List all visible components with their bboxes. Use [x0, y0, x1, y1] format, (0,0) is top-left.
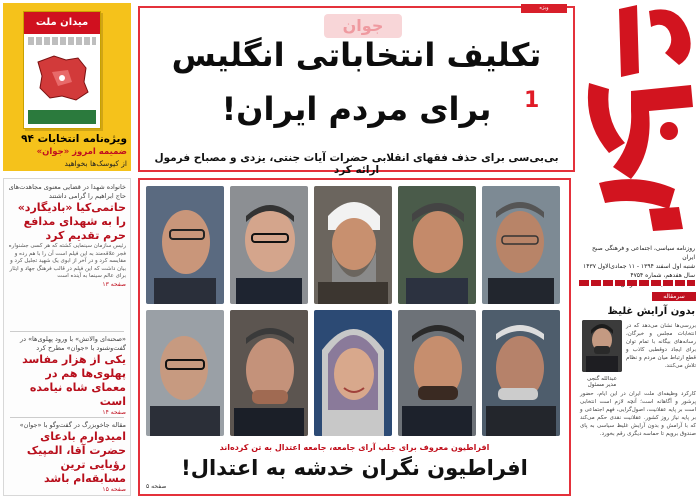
portrait-photo	[482, 186, 560, 304]
portrait-photo	[230, 186, 308, 304]
side-news-item[interactable]	[8, 421, 126, 493]
supplement-cover-title: میدان ملت	[24, 12, 100, 34]
headline-line-1[interactable]: تکلیف انتخاباتی انگلیس	[171, 36, 542, 74]
side-news-kicker: خانواده شهدا در قضایی معنوی مجاهدت‌های حاج ابراهیم را گرامی داشتند	[8, 183, 126, 200]
supplement-subtitle: ضمیمه امروز «جوان»	[36, 147, 127, 157]
supplement-title: ویژه‌نامه انتخابات ۹۴	[21, 133, 127, 145]
portrait-photo	[230, 310, 308, 436]
headline-tag: ویژه	[521, 4, 567, 13]
portrait-photo	[146, 186, 224, 304]
photo-story-box[interactable]	[138, 178, 571, 496]
side-news-box	[3, 178, 131, 496]
headline-line-2[interactable]: برای مردم ایران!	[221, 90, 492, 128]
side-news-body: رئیس سازمان سینمایی کشته که هر کسی جشنواره فجر علاقه‌مند به این فیلم است آن را با هم رده و مقایسه کرد و در آخر از ابوی یک شهید تجلیل کرد و بیان داشت که این فیلم در قالب فرهنگ جهاد و ایثار برای عالم سینما به آینده است	[8, 243, 126, 279]
side-news-kicker: «صحنه‌ای والاتش» با ورود پهلوی‌ها» در گفت‌وشنود با «جوان» مطرح کرد	[19, 335, 126, 352]
headline-watermark: جوان	[324, 14, 402, 38]
iran-map-icon	[32, 52, 92, 104]
javan-logo-icon	[579, 3, 697, 233]
masthead-info-line: شنبه اول اسفند ۱۳۹۴ - ۱۱ جمادی‌الاول ۱۴۳۷	[583, 263, 695, 270]
editorial-label: سرمقاله	[652, 292, 696, 301]
editorial-text: بررسی‌ها نشان می‌دهد که در انتخابات مجلس و خبرگان، رسانه‌های بیگانه با تمام توان برای ایجاد دوقطبی کاذب و قطع ارتباط میان مردم و نظام تلاش می‌کنند.	[626, 323, 696, 369]
photo-story-headline[interactable]: افراطیون نگران خدشه به اعتدال!	[181, 456, 528, 480]
portrait-photo	[146, 310, 224, 436]
portrait-photo	[314, 186, 392, 304]
divider	[10, 331, 124, 332]
masthead-info-line: سال هفدهم، شماره ۴۷۵۴	[630, 272, 695, 279]
side-news-page-ref[interactable]: صفحه ۱۳	[102, 280, 126, 288]
portrait-photo	[314, 310, 392, 436]
side-news-page-ref[interactable]: صفحه ۱۵	[102, 486, 126, 493]
masthead[interactable]	[579, 3, 697, 243]
side-news-kicker: مقاله جاخوبزرگ در گفت‌وگو با «جوان»	[19, 421, 126, 429]
author-avatar	[582, 320, 622, 372]
supplement-note: از کیوسک‌ها بخواهید	[64, 159, 127, 168]
side-news-title[interactable]: امیدوارم بادعای حضرت آقا، المپیک رؤیایی ترین مسابقه‌ام باشد	[26, 430, 126, 485]
headline-page-ref: 1	[524, 88, 540, 113]
side-news-title[interactable]: یکی از هزار مفاسد پهلوی‌ها هم در معمای شاه نیامده است	[22, 353, 126, 408]
portrait-photo	[482, 310, 560, 436]
divider	[10, 417, 124, 418]
supplement-cover	[23, 11, 101, 129]
photo-caption: افراطیون معروف برای جلب آرای جامعه، جامعه اعتدال به تن کرده‌اند	[219, 443, 490, 452]
portrait-photo	[398, 186, 476, 304]
editorial-text: کارکرد وظیفه‌ای ملت ایران در این ایام، حضور پرشور و آگاهانه است؛ آنچه لازم است انتخابی است بر پایه عقلانیت، اصول‌گرایی، فهم اجتماعی و بر پایه نیاز روز کشور. عقلانیت نقدی حکم می‌کند که با آرامش و بدون آرایش غلیظ سیاسی به پای صندوق برویم تا حماسه دیگری رقم بخورد.	[580, 391, 696, 437]
side-news-page-ref[interactable]: صفحه ۱۴	[102, 409, 126, 416]
editorial-title[interactable]: بدون آرایش غلیظ	[607, 306, 695, 317]
photo-story-page-ref[interactable]: صفحه ۵	[146, 483, 167, 490]
author-name: عبدالله گنجی مدیر مسئول	[587, 376, 617, 388]
divider	[579, 280, 695, 286]
masthead-info-line: روزنامه سیاسی، اجتماعی و فرهنگی صبح ایران	[592, 245, 695, 261]
left-column	[0, 0, 136, 501]
main-headline-box[interactable]	[138, 5, 575, 176]
side-news-item[interactable]	[8, 335, 126, 416]
headline-subhead: بی‌بی‌سی برای حذف فقهای انقلابی حضرات آیات جنتی، یزدی و مصباح فرمول ارائه کرد	[154, 152, 559, 176]
side-news-title[interactable]: حاتمی‌کیا «بادیگارد» را به شهدای مدافع حرم تقدیم کرد	[17, 201, 126, 242]
election-supplement-promo[interactable]	[3, 3, 131, 171]
portrait-photo	[398, 310, 476, 436]
side-news-item[interactable]	[8, 183, 126, 288]
